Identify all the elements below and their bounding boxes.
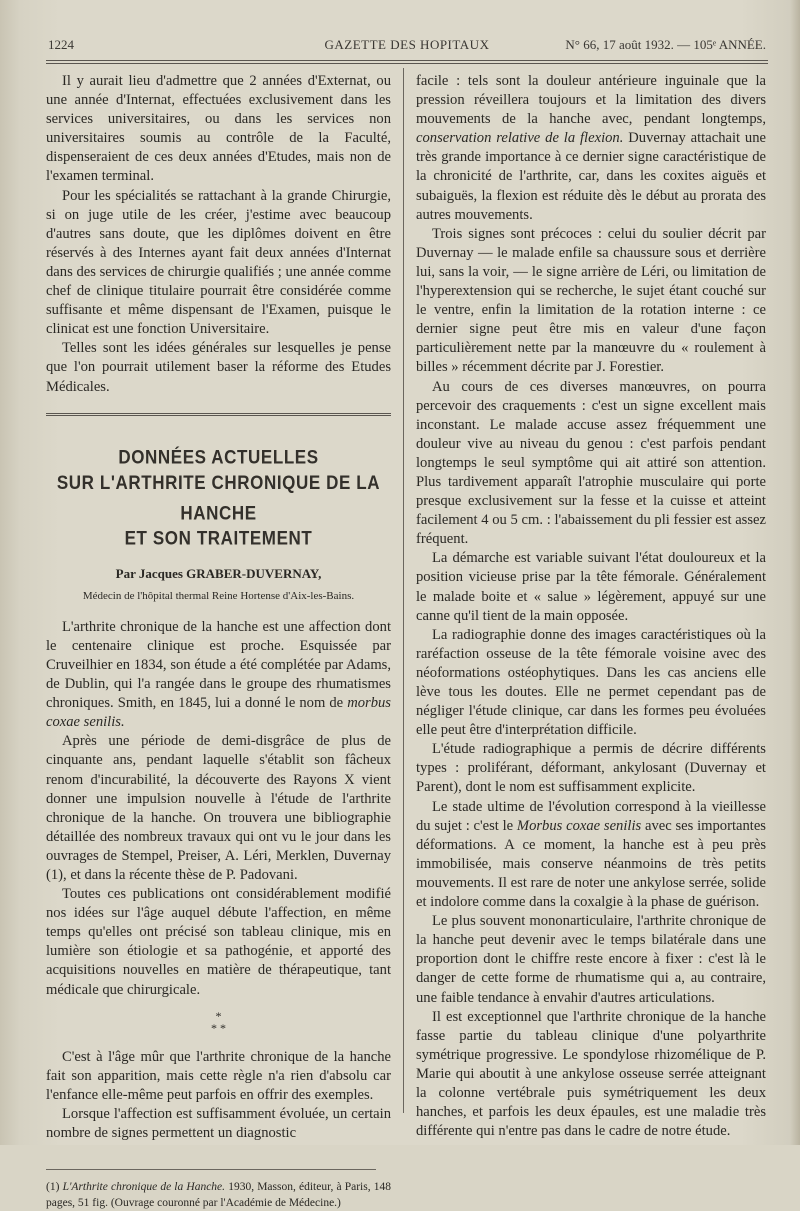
issue-info: N° 66, 17 août 1932. — 105ᵉ ANNÉE.: [565, 37, 766, 52]
paragraph: Lorsque l'affection est suffisamment évoluée, un certain nombre de signes permettent un diagnostic: [46, 1105, 391, 1142]
paragraph-text: avec ses importantes déformations. A ce moment, la hanche est à peu près immobilisée, mais conserve néanmoins de très petits mouvements. Il est rare de noter une ankylose serrée, solide et indolore comme dans la coxalgie à la phase de guérison.: [416, 817, 766, 911]
left-column: [46, 72, 391, 1211]
paragraph: Le plus souvent mononarticulaire, l'arthrite chronique de la hanche peut devenir avec le temps bilatérale dans une proportion dont le chiffre reste encore à fixer : c'est là le danger de cette forme de rhumatisme qui a, au contraire, une faible tendance à envahir d'autres articulations.: [416, 913, 766, 1006]
paragraph: C'est à l'âge mûr que l'arthrite chronique de la hanche fait son apparition, mais cette règle n'a rien d'absolu car l'enfance elle-même peut parfois en offrir des exemples.: [46, 1048, 391, 1103]
italic-term: Morbus coxae senilis: [516, 817, 642, 834]
footnote-marker: (1): [46, 1181, 63, 1194]
article-title-line-3: ET SON TRAITEMENT: [124, 527, 313, 549]
italic-term: conservation relative de la flexion.: [416, 130, 624, 147]
italic-term: morbus coxae senilis.: [46, 695, 391, 731]
section-break-asterism: * * *: [211, 1008, 226, 1035]
article-author: Par Jacques GRABER-DUVERNAY,: [115, 565, 322, 581]
paragraph: Trois signes sont précoces : celui du soulier décrit par Duvernay — le malade enfile sa chaussure sous et derrière lui, sans la voir, — le signe arrière de Léri, ou limitation de l'hyperextension qui se recherche, le sujet étant couché sur le ventre, enfin la limitation de la rotation interne : ce dernier signe peut être mis en valeur d'une façon particulièrement nette par la manœuvre du « roulement à billes » récemment décrite par J. Forestier.: [416, 225, 766, 376]
header-rule: [46, 60, 768, 61]
article-title-line-1: DONNÉES ACTUELLES: [118, 446, 319, 468]
paragraph: Il y aurait lieu d'admettre que 2 années d'Externat, ou une année d'Internat, effectuées exclusivement dans les services universitaires, ou dans les services non universitaires soumis au contrôle de la Faculté, dispenseraient de ces deux années d'Etudes, mais non de l'examen terminal.: [46, 73, 391, 185]
paragraph: Pour les spécialités se rattachant à la grande Chirurgie, si on juge utile de les créer, j'estime avec beaucoup d'autres sans doute, que les diplômes doivent en être réservés à des Internes ayant fait deux années d'Internat dans des services de chirurgie qualifiés ; une année comme chef de clinique titulaire pourrait être considérée comme suffisante et même dispensant de l'Examen, puisque le clinicat est une fonction Universitaire.: [46, 187, 391, 338]
journal-title: GAZETTE DES HOPITAUX: [324, 37, 490, 52]
paragraph: [416, 798, 766, 913]
paragraph: [416, 72, 766, 225]
paragraph: Après une période de demi-disgrâce de plus de cinquante ans, pendant laquelle s'établit son fâcheux renom d'incurabilité, la découverte des Rayons X vient donner une impulsion nouvelle à l'étude de l'arthrite chronique de la hanche. On trouvera une bibliographie détaillée des nombreux travaux qui ont vu le jour dans les ouvrages de Stempel, Preiser, A. Léri, Merklen, Duvernay (1), et dans la récente thèse de P. Padovani.: [46, 733, 391, 883]
section-divider: [46, 413, 391, 416]
footnote-text: 1930, Masson, éditeur, à Paris, 148 pages, 51 fig. (Ouvrage couronné par l'Académie de Médecine.): [46, 1181, 391, 1209]
right-column: [416, 72, 766, 1141]
paragraph: Telles sont les idées générales sur lesquelles je pense que l'on pourrait utilement baser la réforme des Etudes Médicales.: [46, 340, 391, 395]
paragraph: La démarche est variable suivant l'état douloureux et la position vicieuse prise par la tête fémorale. Généralement le malade boite et « salue » légèrement, appuyé sur une canne qu'il tient de la main opposée.: [416, 550, 766, 624]
paragraph-text: facile : tels sont la douleur antérieure inguinale que la pression réveillera toujours et la limitation des divers mouvements de la hanche avec, pendant longtemps,: [416, 73, 766, 128]
paragraph: Toutes ces publications ont considérablement modifié nos idées sur l'âge auquel débute l'affection, en même temps qu'elles ont précisé son tableau clinique, mis en lumière son étiologie et sa pathogénie, et apporté des acquisitions nouvelles en matière de thérapeutique, tant médicale que chirurgicale.: [46, 886, 391, 998]
paragraph: L'étude radiographique a permis de décrire différents types : proliférant, déformant, ankylosant (Duvernay et Parent), dont le nom est suffisamment explicite.: [416, 741, 766, 796]
page-number: 1224: [48, 37, 74, 52]
paragraph-text: L'arthrite chronique de la hanche est une affection dont le centenaire clinique est proche. Esquissée par Cruveilhier en 1834, son étude a été complétée par Adams, de Dublin, qui l'a rangée dans le groupe des rhumatismes chroniques. Smith, en 1845, lui a donné le nom de: [46, 618, 391, 712]
author-affiliation: Médecin de l'hôpital thermal Reine Hortense d'Aix-les-Bains.: [82, 589, 355, 602]
paragraph: La radiographie donne des images caractéristiques où la raréfaction osseuse de la tête fémorale voisine avec des néoformations ostéophytiques. Dans les cas anciens elle lève tous les doutes. Elle ne permet cependant pas de négliger l'étude clinique, car dans les formes peu évoluées elle peut être d'interprétation difficile.: [416, 626, 766, 739]
footnote: [46, 1180, 391, 1211]
paragraph-text: Le stade ultime de l'évolution correspond à la vieillesse du sujet : c'est le: [416, 798, 766, 834]
paragraph-text: Duvernay attachait une très grande importance à ce dernier signe caractéristique de la chronicité de l'arthrite, car, dans les coxites aiguës et subaiguës, la flexion est réduite dès le début au prorata des autres mouvements.: [416, 130, 767, 223]
header-rule-2: [46, 63, 768, 64]
paragraph: [46, 618, 391, 733]
column-divider: [403, 68, 404, 1113]
footnote-title: L'Arthrite chronique de la Hanche.: [62, 1181, 226, 1194]
article-title-line-2: SUR L'ARTHRITE CHRONIQUE DE LA HANCHE: [56, 471, 381, 524]
page-header: [48, 37, 766, 55]
paragraph: Il est exceptionnel que l'arthrite chronique de la hanche fasse partie du tableau clinique d'une polyarthrite symétrique progressive. Le spondylose rhizomélique de P. Marie qui aboutit à une ankylose osseuse serrée atteignant la colonne vertébrale puis symétriquement les deux hanches, et parfois les deux épaules, est une maladie très différente qui n'entre pas dans le cadre de notre étude.: [416, 1008, 766, 1140]
article-heading: [46, 444, 391, 606]
footnote-rule: [46, 1169, 376, 1170]
paragraph: Au cours de ces diverses manœuvres, on pourra percevoir des craquements : c'est un signe excellent mais inconstant. Le malade accuse assez fréquemment une douleur vive au niveau du genou : c'est parfois pendant longtemps le seul symptôme qui ait attiré son attention. Plus tardivement apparaît l'atrophie musculaire qui porte presque exclusivement sur la fesse et la cuisse et atteint facilement 4 ou 5 cm. : l'abaissement du pli fessier est assez fréquent.: [416, 378, 766, 548]
